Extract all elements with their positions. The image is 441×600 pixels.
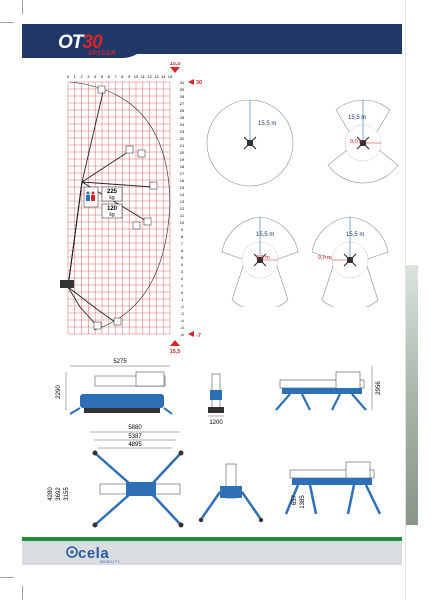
brand-icon [66, 546, 78, 558]
y-tick-label: 26 [179, 108, 185, 113]
x-tick-label: 1 [73, 74, 76, 79]
r2-label: 15,5 m [348, 115, 367, 121]
y-tick-label: 18 [179, 164, 185, 169]
crop-mark [0, 577, 14, 578]
y-tick-label: 3 [180, 269, 184, 274]
x-tick-label: 11 [140, 74, 145, 79]
y-tick-label: -3 [180, 311, 184, 316]
y-tick-label: 14 [179, 192, 185, 197]
y-tick-label: 15 [179, 185, 185, 190]
y-tick-label: 17 [179, 171, 185, 176]
y-tick-label: 22 [179, 136, 185, 141]
y-ticks [180, 80, 185, 337]
y-tick-label: -2 [180, 304, 184, 309]
x-tick-label: 7 [114, 74, 117, 79]
x-ticks [67, 74, 173, 79]
y-tick-label: 6 [180, 248, 184, 253]
x-tick-label: 3 [87, 74, 90, 79]
y-tick-label: 31 [179, 80, 185, 85]
y-tick-label: 12 [179, 206, 185, 211]
dim-height-right: 2956 [376, 381, 382, 395]
dim-w1: 5880 [128, 425, 142, 431]
x-tick-label: 4 [94, 74, 97, 79]
bottom-marker-label: 15,5 [169, 349, 181, 355]
height-top-icon [188, 79, 194, 85]
footer-brand: cela [78, 545, 110, 562]
dim-w2: 5387 [128, 434, 142, 440]
machine-base [60, 280, 74, 288]
x-tick-label: 0 [66, 74, 70, 79]
front-view [208, 374, 224, 426]
dim-w3: 4895 [128, 442, 142, 448]
y-tick-label: 4 [180, 262, 184, 267]
height-bottom-icon [188, 331, 194, 337]
dim-front-width: 1200 [209, 420, 223, 426]
load-lower-value: 120 [106, 206, 118, 212]
rotation-diagram-3 [220, 212, 300, 307]
dim-h1: 4280 [48, 487, 54, 501]
dim-length-top: 5275 [113, 359, 127, 365]
side-view-right [276, 366, 382, 410]
bottom-marker-icon [170, 340, 180, 346]
r2-red-label: 9,0 m [350, 139, 364, 145]
rotation-diagram-4 [310, 212, 390, 307]
crop-mark [22, 0, 23, 14]
y-tick-label: 20 [179, 150, 185, 155]
y-tick-label: 16 [179, 178, 185, 183]
top-marker-label: 15,5 [169, 62, 181, 67]
front-stabilised-view [199, 464, 263, 522]
logo-number: 30 [82, 32, 102, 53]
y-tick-label: 13 [179, 199, 185, 204]
y-tick-label: 19 [179, 157, 185, 162]
dim-h3: 3155 [64, 487, 70, 501]
x-tick-label: 13 [154, 74, 159, 79]
r4-red-label: 9,0 m [318, 255, 332, 261]
y-tick-label: 5 [180, 255, 184, 260]
right-photo-edge [406, 265, 418, 525]
y-tick-label: 24 [179, 122, 185, 127]
rotation-diagram-1 [205, 95, 295, 190]
dim-height-left: 2290 [56, 385, 62, 399]
height-top-label: 30 [196, 80, 203, 86]
dim-h2: 3692 [56, 487, 62, 501]
load-lower-unit: kg [109, 212, 115, 218]
x-tick-label: 6 [107, 74, 110, 79]
y-tick-label: 10 [179, 220, 185, 225]
side-stabilised-view [286, 462, 380, 514]
y-tick-label: 1 [180, 283, 184, 288]
y-tick-label: 0 [180, 290, 184, 295]
crop-mark [0, 22, 14, 23]
logo-main: OT [58, 32, 83, 53]
technical-drawings [40, 352, 400, 532]
r4-label: 15,5 m [346, 232, 365, 238]
y-tick-label: -4 [180, 318, 184, 323]
working-range-diagram [58, 62, 208, 362]
x-tick-label: 9 [128, 74, 131, 79]
y-tick-label: 2 [180, 276, 184, 281]
side-view-left [56, 359, 172, 414]
x-tick-label: 10 [133, 74, 139, 79]
dim-g1: 657 [292, 494, 298, 506]
x-tick-label: 15 [167, 74, 173, 79]
y-tick-label: -5 [180, 325, 184, 330]
y-tick-label: -6 [180, 332, 184, 337]
plan-view [48, 425, 184, 528]
x-tick-label: 2 [80, 74, 83, 79]
y-tick-label: 25 [179, 115, 185, 120]
load-upper-value: 225 [106, 189, 118, 195]
x-tick-label: 5 [100, 74, 104, 79]
y-tick-label: 7 [180, 241, 184, 246]
load-upper-unit: kg [109, 195, 115, 201]
height-bottom-label: -7 [196, 333, 201, 339]
crop-mark [22, 586, 23, 600]
x-tick-label: 12 [147, 74, 152, 79]
y-tick-label: 23 [179, 129, 185, 134]
y-tick-label: 28 [179, 94, 185, 99]
r3-red-label: 9,0 m [256, 255, 270, 261]
y-tick-label: 11 [179, 213, 185, 218]
y-tick-label: 21 [179, 143, 185, 148]
y-tick-label: 27 [179, 101, 185, 106]
x-tick-label: 8 [121, 74, 124, 79]
x-tick-label: 14 [160, 74, 166, 79]
top-marker-icon [170, 67, 180, 73]
r3-label: 15,5 m [256, 232, 275, 238]
dim-g2: 1385 [300, 495, 306, 509]
y-tick-label: 9 [180, 227, 184, 232]
footer-tagline: MOBILITY [100, 560, 121, 564]
y-tick-label: -1 [180, 297, 184, 302]
rotation-diagram-2 [318, 95, 408, 190]
y-tick-label: 29 [179, 87, 185, 92]
r1-label: 15,5 m [258, 121, 277, 127]
y-tick-label: 8 [180, 234, 184, 239]
logo-sub: SPYDER [88, 51, 116, 57]
